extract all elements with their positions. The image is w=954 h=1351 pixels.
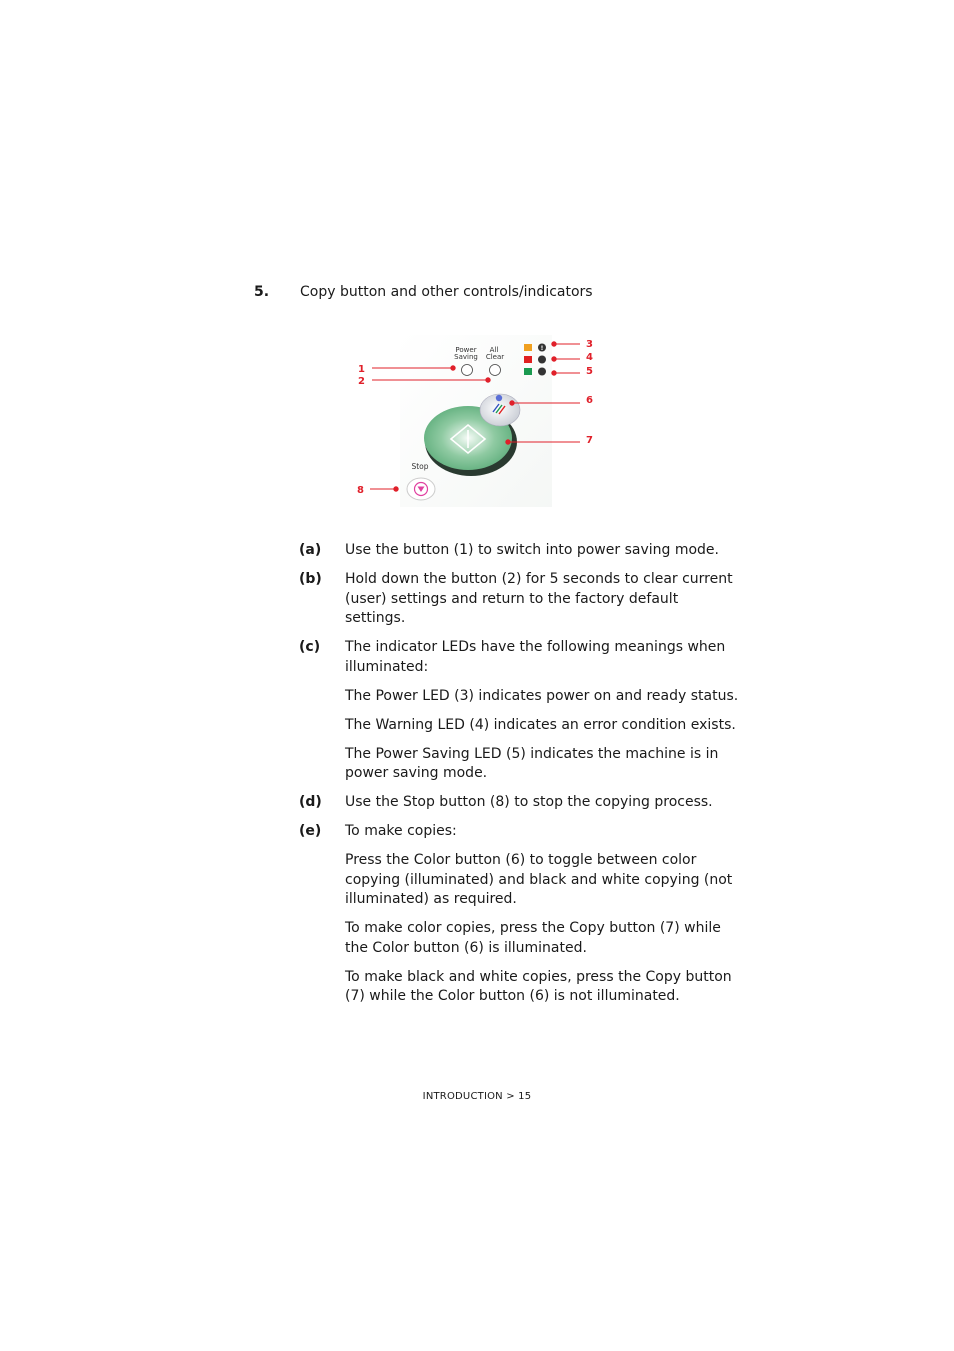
- section-title: Copy button and other controls/indicators: [300, 284, 593, 300]
- item-label: (b): [299, 571, 322, 587]
- callout-5: 5: [586, 366, 593, 377]
- item-label: (e): [299, 823, 322, 839]
- sub-paragraph: Press the Color button (6) to toggle between color copying (illuminated) and black and white copying (not illuminated) as required.: [345, 852, 733, 907]
- power-saving-led: [524, 368, 532, 375]
- all-clear-label-line2: Clear: [485, 353, 505, 361]
- item-label: (d): [299, 794, 322, 810]
- sub-paragraph: The Power LED (3) indicates power on and ready status.: [345, 687, 739, 704]
- list-item: [299, 638, 739, 677]
- list-item: [299, 541, 739, 561]
- section-number: 5.: [254, 284, 270, 300]
- list-item: [299, 793, 739, 813]
- item-text: To make copies:: [345, 823, 457, 839]
- sub-paragraph: The Power Saving LED (5) indicates the machine is in power saving mode.: [345, 745, 719, 781]
- color-led: [496, 395, 502, 401]
- sub-paragraph: To make black and white copies, press the Copy button (7) while the Color button (6) is not illuminated.: [345, 968, 732, 1004]
- callout-4: 4: [586, 352, 593, 363]
- callout-7: 7: [586, 435, 593, 446]
- item-text: The indicator LEDs have the following meanings when illuminated:: [345, 639, 726, 675]
- control-panel-figure: [340, 330, 620, 510]
- callout-2: 2: [358, 376, 365, 387]
- warning-icon: [538, 356, 546, 364]
- page-footer: INTRODUCTION > 15: [422, 1091, 532, 1102]
- power-led: [524, 344, 532, 351]
- warning-led: [524, 356, 532, 363]
- power-saving-button[interactable]: [462, 365, 473, 376]
- item-label: (a): [299, 542, 322, 558]
- item-text: Use the Stop button (8) to stop the copying process.: [345, 794, 713, 810]
- sub-paragraph: To make color copies, press the Copy button (7) while the Color button (6) is illuminated.: [345, 920, 721, 956]
- svg-text:!: !: [540, 345, 544, 352]
- list-item: [299, 570, 739, 629]
- callout-8: 8: [357, 485, 364, 496]
- item-text: Use the button (1) to switch into power saving mode.: [345, 542, 719, 558]
- sleep-icon: [538, 368, 546, 376]
- item-label: (c): [299, 639, 321, 655]
- instruction-list: [299, 541, 739, 1016]
- power-saving-label-line1: Power: [455, 346, 477, 354]
- callout-3: 3: [586, 339, 593, 350]
- callout-6: 6: [586, 395, 593, 406]
- item-text: Hold down the button (2) for 5 seconds to clear current (user) settings and return to the factory default settings.: [345, 571, 733, 626]
- callout-1: 1: [358, 364, 365, 375]
- list-item: [299, 822, 739, 842]
- all-clear-label-line1: All: [489, 346, 499, 354]
- all-clear-button[interactable]: [490, 365, 501, 376]
- power-saving-label-line2: Saving: [454, 353, 478, 361]
- sub-paragraph: The Warning LED (4) indicates an error condition exists.: [345, 716, 736, 733]
- stop-label: Stop: [411, 462, 429, 471]
